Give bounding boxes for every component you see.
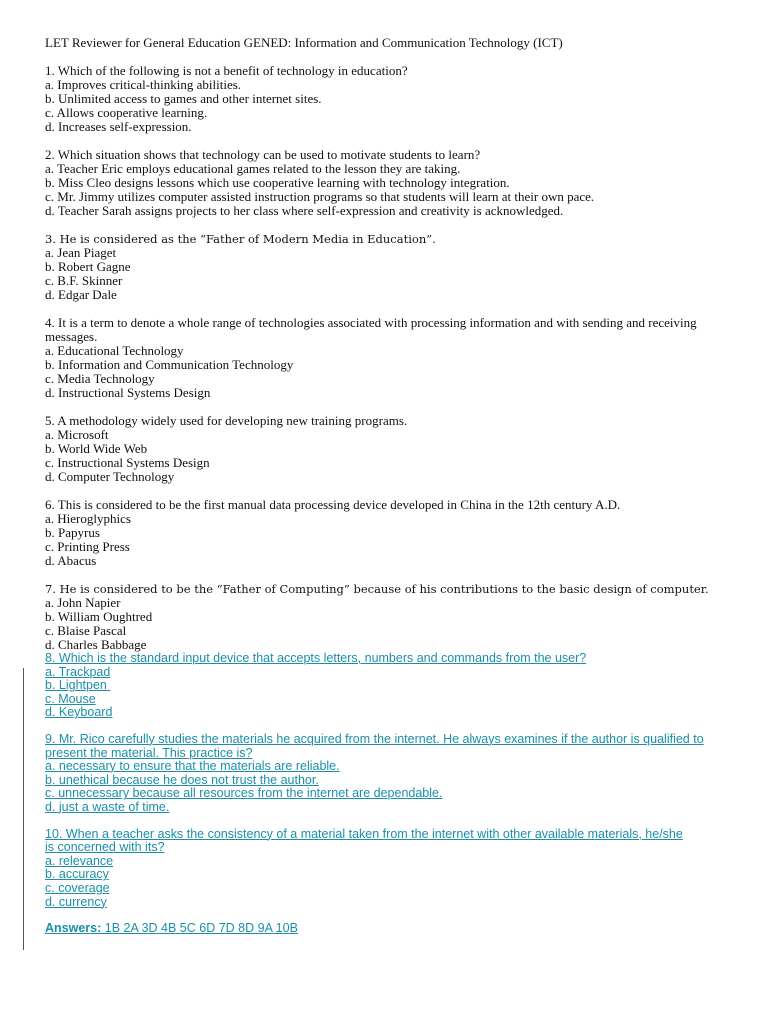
question-6-text: 6. This is considered to be the first manual data processing device developed in China in the 12th century A.D. <box>45 497 621 512</box>
question-10-text[interactable]: 10. When a teacher asks the consistency of a material taken from the internet with other available materials, he/she is concerned with its? <box>45 826 683 855</box>
question-2 <box>45 148 735 218</box>
document-body <box>45 36 735 936</box>
question-5-choice-b: b. World Wide Web <box>45 441 148 456</box>
question-4-choice-c: c. Media Technology <box>45 371 155 386</box>
question-6 <box>45 498 735 568</box>
question-7-choice-a: a. John Napier <box>45 595 121 610</box>
question-3 <box>45 232 735 302</box>
question-9-choice-a[interactable]: a. necessary to ensure that the materials are reliable. <box>45 759 340 774</box>
answer-key <box>45 922 735 936</box>
question-10 <box>45 828 735 910</box>
question-5 <box>45 414 735 484</box>
question-6-choice-c: c. Printing Press <box>45 539 130 554</box>
question-7-choice-c: c. Blaise Pascal <box>45 623 127 638</box>
question-8-choice-d[interactable]: d. Keyboard <box>45 705 113 720</box>
question-4-choice-d: d. Instructional Systems Design <box>45 385 211 400</box>
question-1-choice-c: c. Allows cooperative learning. <box>45 105 208 120</box>
question-4-choice-b: b. Information and Communication Technology <box>45 357 294 372</box>
question-3-choice-c: c. B.F. Skinner <box>45 273 123 288</box>
answer-key-label: Answers: <box>45 921 102 936</box>
question-1-choice-d: d. Increases self-expression. <box>45 119 192 134</box>
question-10-choice-d[interactable]: d. currency <box>45 894 107 909</box>
question-5-choice-d: d. Computer Technology <box>45 469 175 484</box>
question-9-choice-b[interactable]: b. unethical because he does not trust the author. <box>45 772 319 787</box>
question-2-text: 2. Which situation shows that technology can be used to motivate students to learn? <box>45 147 481 162</box>
question-9-text[interactable]: 9. Mr. Rico carefully studies the materials he acquired from the internet. He always examines if the author is qualified to present the material. This practice is? <box>45 731 704 760</box>
question-6-choice-b: b. Papyrus <box>45 525 100 540</box>
question-1-choice-b: b. Unlimited access to games and other internet sites. <box>45 91 322 106</box>
question-3-choice-a: a. Jean Piaget <box>45 245 117 260</box>
question-4-choice-a: a. Educational Technology <box>45 343 184 358</box>
question-6-choice-a: a. Hieroglyphics <box>45 511 131 526</box>
question-3-choice-b: b. Robert Gagne <box>45 259 131 274</box>
question-10-choice-c[interactable]: c. coverage <box>45 880 110 895</box>
question-9 <box>45 733 735 815</box>
question-8 <box>45 652 735 720</box>
question-2-choice-b: b. Miss Cleo designs lessons which use cooperative learning with technology integration. <box>45 175 510 190</box>
question-1-text: 1. Which of the following is not a benefit of technology in education? <box>45 63 408 78</box>
revision-change-bar <box>23 668 24 950</box>
question-2-choice-a: a. Teacher Eric employs educational games related to the lesson they are taking. <box>45 161 461 176</box>
question-1 <box>45 64 735 134</box>
question-9-choice-c[interactable]: c. unnecessary because all resources from the internet are dependable. <box>45 786 443 801</box>
question-7 <box>45 582 735 652</box>
question-3-text: 3. He is considered as the “Father of Modern Media in Education”. <box>45 232 436 246</box>
question-2-choice-c: c. Mr. Jimmy utilizes computer assisted instruction programs so that students will learn at their own pace. <box>45 189 595 204</box>
question-8-text[interactable]: 8. Which is the standard input device that accepts letters, numbers and commands from the user? <box>45 651 587 665</box>
question-5-choice-a: a. Microsoft <box>45 427 109 442</box>
question-7-text: 7. He is considered to be the “Father of Computing” because of his contributions to the basic design of computer. <box>45 582 709 596</box>
question-4-text: 4. It is a term to denote a whole range of technologies associated with processing information and with sending and receiving messages. <box>45 315 697 344</box>
question-9-choice-d[interactable]: d. just a waste of time. <box>45 799 170 814</box>
question-8-choice-c[interactable]: c. Mouse <box>45 691 96 706</box>
question-7-choice-d: d. Charles Babbage <box>45 637 147 652</box>
question-10-choice-a[interactable]: a. relevance <box>45 853 114 868</box>
question-7-choice-b: b. William Oughtred <box>45 609 153 624</box>
question-2-choice-d: d. Teacher Sarah assigns projects to her class where self-expression and creativity is acknowledged. <box>45 203 564 218</box>
question-8-choice-a[interactable]: a. Trackpad <box>45 664 111 679</box>
answer-key-values[interactable]: 1B 2A 3D 4B 5C 6D 7D 8D 9A 10B <box>101 921 298 936</box>
question-3-choice-d: d. Edgar Dale <box>45 287 117 302</box>
question-1-choice-a: a. Improves critical-thinking abilities. <box>45 77 242 92</box>
question-8-choice-b[interactable]: b. Lightpen <box>45 678 111 693</box>
question-5-text: 5. A methodology widely used for developing new training programs. <box>45 413 408 428</box>
question-4 <box>45 316 735 400</box>
question-10-choice-b[interactable]: b. accuracy <box>45 867 109 882</box>
question-5-choice-c: c. Instructional Systems Design <box>45 455 210 470</box>
question-6-choice-d: d. Abacus <box>45 553 97 568</box>
document-title: LET Reviewer for General Education GENED: Information and Communication Technology (ICT) <box>45 35 563 50</box>
